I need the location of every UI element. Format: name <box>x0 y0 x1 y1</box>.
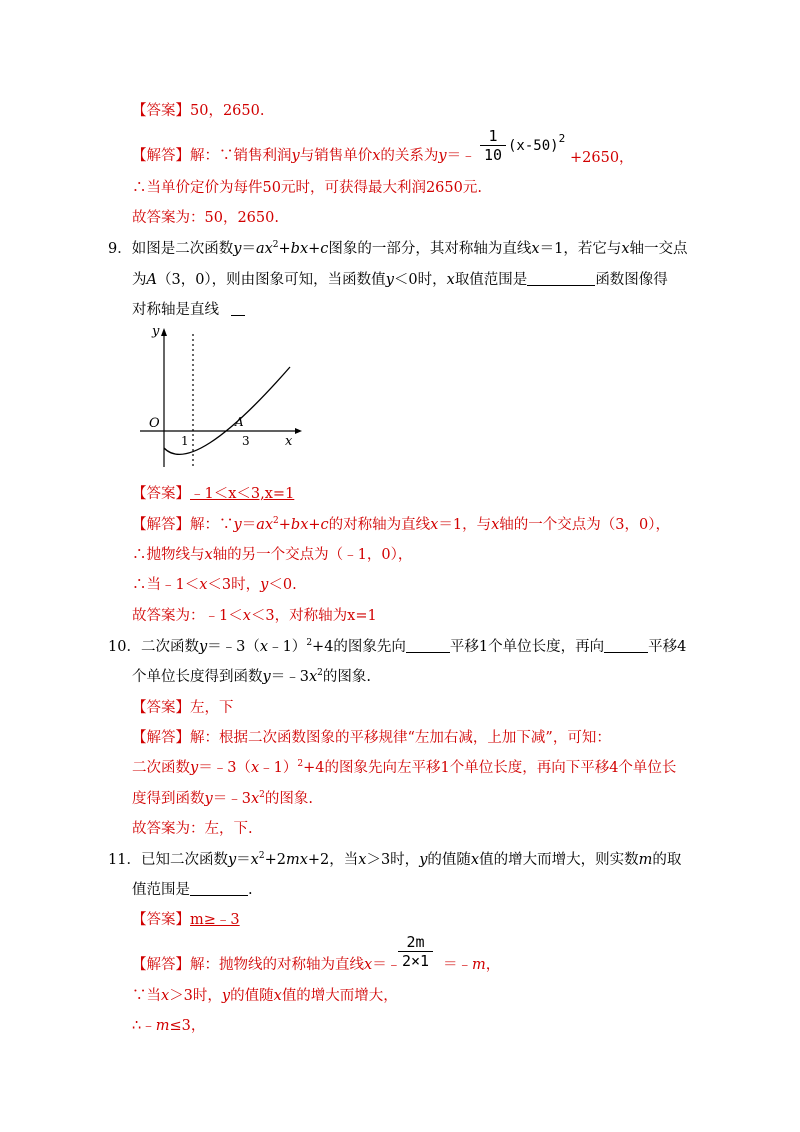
solution-line-9-1: 【解答】解：$\because y=ax^2+bx+c$的对称轴为直线x＝1，与x轴的一个交点为（3，0）， <box>132 516 670 533</box>
solution-line-11-1: 【解答】解：抛物线的对称轴为直线x＝﹣ <box>132 957 402 973</box>
answer-tag: 【答案】 <box>132 103 190 119</box>
solution-line-8-2: ∴当单价定价为每件50元时，可获得最大利润2650元. <box>132 180 482 196</box>
paren-expression: $(x-50)^2$ <box>508 132 566 154</box>
parabola-graph <box>135 322 305 472</box>
solution-line-9-2: ∴抛物线与x轴的另一个交点为（﹣1，0）， <box>132 547 413 563</box>
y-axis-label: y <box>152 324 160 339</box>
tick-label-3: 3 <box>242 434 250 448</box>
solution-line-11-3: ∴﹣m≤3， <box>132 1018 206 1034</box>
answer-text: ﹣1＜x＜3,x=1 <box>190 486 295 502</box>
solution-tag: 【解答】 <box>132 148 190 164</box>
solution-line-10-4: 故答案为：左，下. <box>132 821 253 837</box>
question-9-line-3: 对称轴是直线 <box>132 300 245 320</box>
solution-line-10-2: 二次函数y＝﹣3（x﹣1）$^2$+4的图象先向左平移1个单位长度，再向下平移4个单位长 <box>132 759 677 776</box>
fraction-2m-over-2x1: $\frac{2m}{2\times 1}$ <box>398 933 433 970</box>
origin-label: O <box>149 416 160 431</box>
solution-line-8-3: 故答案为：50，2650. <box>132 210 279 226</box>
solution-line-10-1: 【解答】解：根据二次函数图象的平移规律“左加右减，上加下减”，可知： <box>132 730 611 746</box>
answer-line-10: 【答案】左，下 <box>132 700 234 716</box>
y-axis-arrow <box>161 328 167 336</box>
question-9-line-2: 为A（3，0），则由图象可知，当函数值y＜0时，x取值范围是 函数图像得 <box>132 272 668 288</box>
solution-line-9-4: 故答案为：﹣1＜x＜3，对称轴为x=1 <box>132 608 377 624</box>
fraction-result: ＝﹣m， <box>443 957 501 973</box>
question-10-line-2: 个单位长度得到函数$y=﹣3x^2$的图象. <box>132 668 371 685</box>
answer-line-11: 【答案】m≥﹣3 <box>132 912 240 928</box>
answer-blank[interactable] <box>604 638 648 653</box>
answer-blank[interactable] <box>527 271 595 286</box>
fraction-1-10: $\frac{1}{10}$ <box>480 127 506 164</box>
answer-line-8 <box>132 101 264 121</box>
answer-text: 50，2650. <box>190 103 265 119</box>
solution-line-10-3: 度得到函数$y=﹣3x^2$的图象. <box>132 790 313 807</box>
answer-text: 左，下 <box>190 700 234 716</box>
question-9-line-1: 9．如图是二次函数$y=ax^2+bx+c$图象的一部分，其对称轴为直线x＝1，若它与x轴一交点 <box>108 240 688 257</box>
point-a-label: A <box>235 415 244 429</box>
x-axis-label: x <box>285 434 293 449</box>
constant-2650: +2650， <box>570 150 634 166</box>
tick-label-1: 1 <box>181 434 189 448</box>
solution-line-8-1: 【解答】解：∵销售利润y与销售单价x的关系为y＝﹣ <box>132 148 476 164</box>
question-11-line-2: 值范围是 . <box>132 882 253 898</box>
answer-blank[interactable] <box>190 881 248 896</box>
answer-text: m≥﹣3 <box>190 912 240 928</box>
question-11-line-1: 11．已知二次函数$y=x^2+2mx+2$，当x＞3时，y的值随x值的增大而增大，则实数m的取 <box>108 851 682 868</box>
answer-blank[interactable] <box>231 301 245 316</box>
solution-line-9-3: ∴当﹣1＜x＜3时，y＜0. <box>132 577 297 593</box>
question-10-line-1: 10．二次函数y＝﹣3（x﹣1）$^2$+4的图象先向 平移1个单位长度，再向 平移4 <box>108 638 687 655</box>
solution-line-11-2: ∵当x＞3时，y的值随x值的增大而增大， <box>132 988 398 1004</box>
answer-blank[interactable] <box>406 638 450 653</box>
answer-tag: 【答案】 <box>132 486 190 502</box>
answer-line-9 <box>132 484 294 504</box>
x-axis-arrow <box>295 428 302 434</box>
